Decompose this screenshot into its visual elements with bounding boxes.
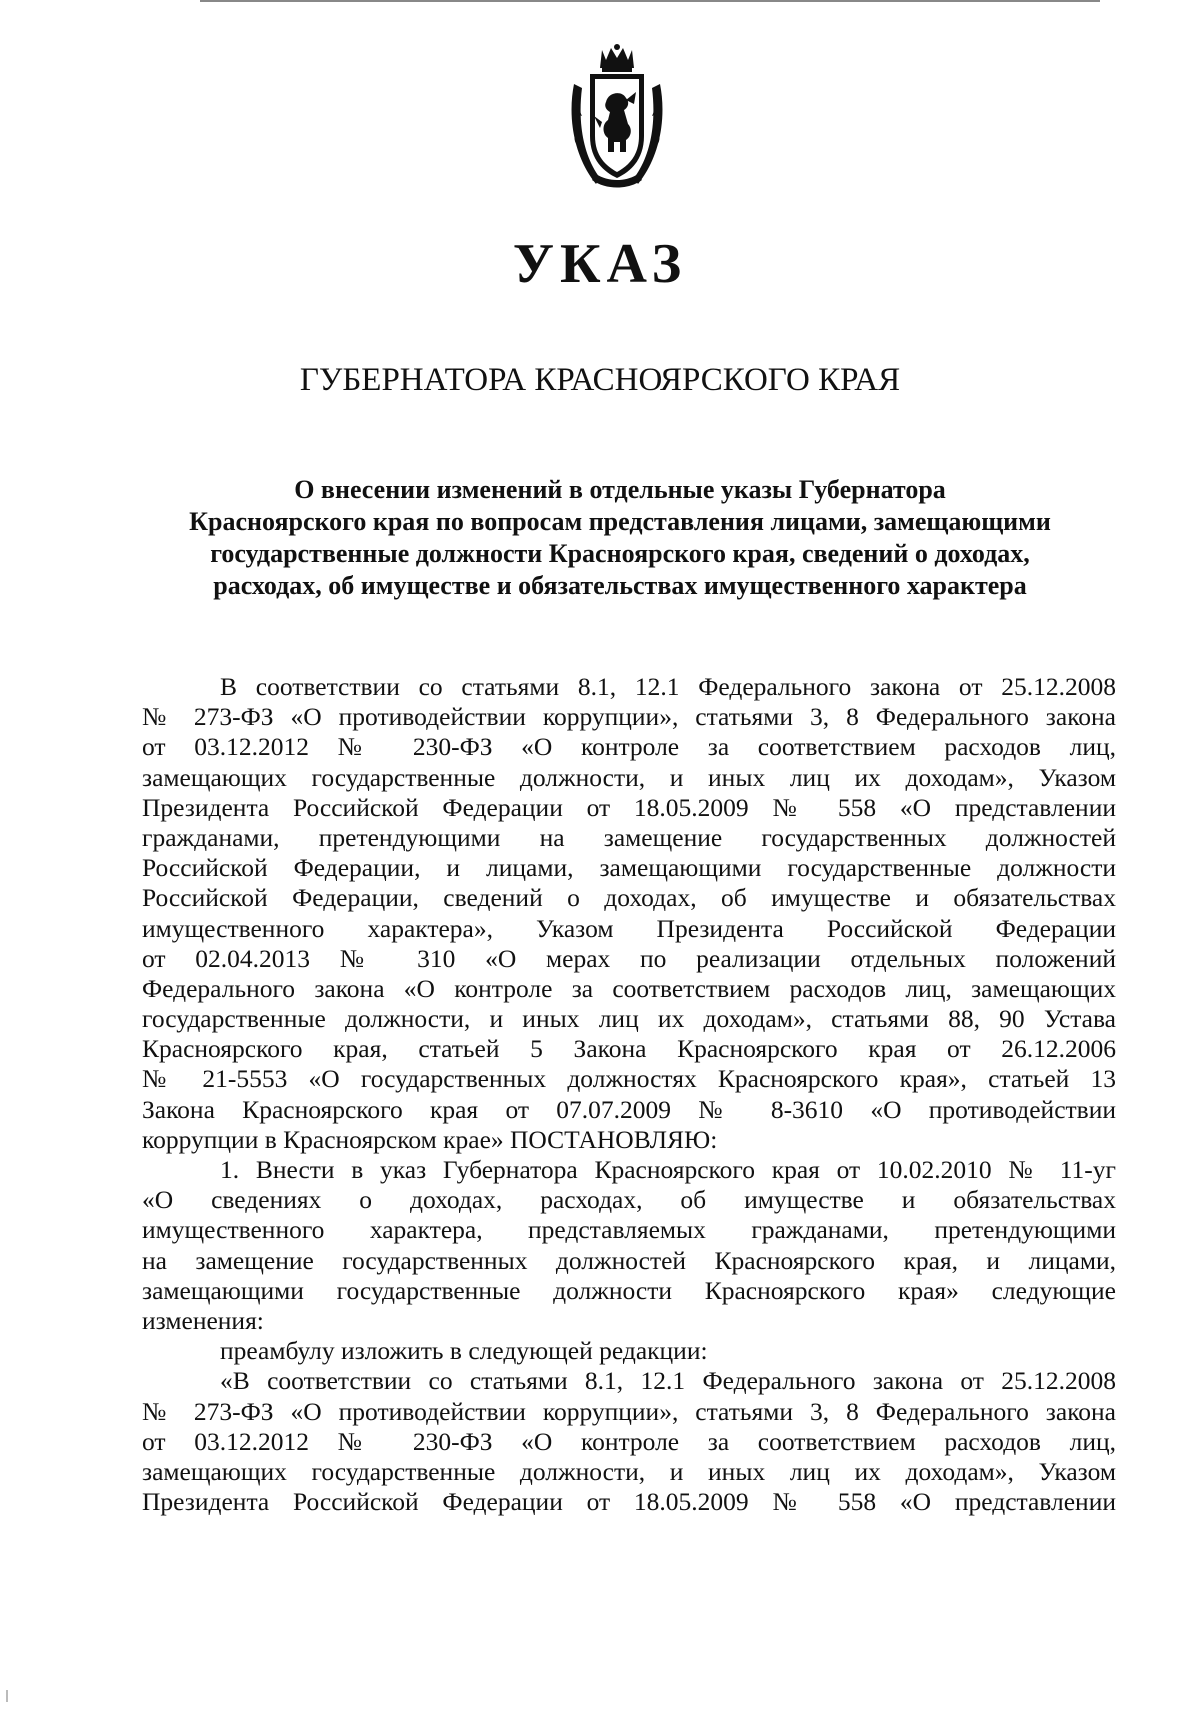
body-line: № 273-ФЗ «О противодействии коррупции», статьями 3, 8 Федерального закона — [142, 1396, 1116, 1426]
scan-margin-mark — [6, 1690, 8, 1702]
heading-line: расходах, об имуществе и обязательствах имущественного характера — [213, 571, 1027, 600]
heading-line: Красноярского края по вопросам представления лицами, замещающими — [189, 507, 1051, 536]
body-line: на замещение государственных должностей Красноярского края, и лицами, — [142, 1245, 1116, 1275]
body-line: от 03.12.2012 № 230-ФЗ «О контроле за соответствием расходов лиц, — [142, 1426, 1116, 1456]
body-line: имущественного характера, представляемых гражданами, претендующими — [142, 1215, 1116, 1245]
heading-line: государственные должности Красноярского края, сведений о доходах, — [210, 539, 1030, 568]
body-line: В соответствии со статьями 8.1, 12.1 Федерального закона от 25.12.2008 — [220, 672, 1116, 701]
body-line: Российской Федерации, и лицами, замещающими государственные должности — [142, 853, 1116, 883]
body-line: № 21-5553 «О государственных должностях Красноярского края», статьей 13 — [142, 1064, 1116, 1094]
body-line: от 03.12.2012 № 230-ФЗ «О контроле за соответствием расходов лиц, — [142, 732, 1116, 762]
body-line: 1. Внести в указ Губернатора Красноярского края от 10.02.2010 № 11-уг — [220, 1155, 1116, 1184]
document-heading — [130, 474, 1110, 602]
body-line: замещающих государственные должности, и иных лиц их доходам», Указом — [142, 1456, 1116, 1486]
body-line: замещающих государственные должности, и иных лиц их доходам», Указом — [142, 762, 1116, 792]
body-line: Красноярского края, статьей 5 Закона Красноярского края от 26.12.2006 — [142, 1034, 1116, 1064]
document-title: УКАЗ — [512, 233, 688, 295]
body-line: Федерального закона «О контроле за соответствием расходов лиц, замещающих — [142, 973, 1116, 1003]
body-line: Закона Красноярского края от 07.07.2009 № 8-3610 «О противодействии — [142, 1094, 1116, 1124]
krasnoyarsk-coat-of-arms-icon — [566, 44, 668, 194]
body-line: гражданами, претендующими на замещение государственных должностей — [142, 822, 1116, 852]
body-line: государственные должности, и иных лиц их доходам», статьями 88, 90 Устава — [142, 1004, 1116, 1034]
body-line: «О сведениях о доходах, расходах, об имуществе и обязательствах — [142, 1185, 1116, 1215]
body-line: замещающими государственные должности Красноярского края» следующие — [142, 1275, 1116, 1305]
body-line: Президента Российской Федерации от 18.05.2009 № 558 «О представлении — [142, 792, 1116, 822]
body-line: от 02.04.2013 № 310 «О мерах по реализации отдельных положений — [142, 943, 1116, 973]
body-line: Российской Федерации, сведений о доходах, об имуществе и обязательствах — [142, 883, 1116, 913]
body-line: № 273-ФЗ «О противодействии коррупции», статьями 3, 8 Федерального закона — [142, 702, 1116, 732]
body-line: Президента Российской Федерации от 18.05.2009 № 558 «О представлении — [142, 1487, 1116, 1517]
scan-edge-line — [200, 0, 1100, 2]
heading-line: О внесении изменений в отдельные указы Губернатора — [294, 475, 946, 504]
document-body — [142, 672, 1116, 1517]
body-line: «В соответствии со статьями 8.1, 12.1 Федерального закона от 25.12.2008 — [220, 1366, 1116, 1396]
body-line: имущественного характера», Указом Президента Российской Федерации — [142, 913, 1116, 943]
body-line: коррупции в Красноярском крае» ПОСТАНОВЛЯЮ: — [142, 1124, 718, 1154]
body-line: изменения: — [142, 1305, 264, 1335]
document-subtitle: ГУБЕРНАТОРА КРАСНОЯРСКОГО КРАЯ — [299, 362, 901, 398]
body-line: преамбулу изложить в следующей редакции: — [220, 1336, 708, 1366]
